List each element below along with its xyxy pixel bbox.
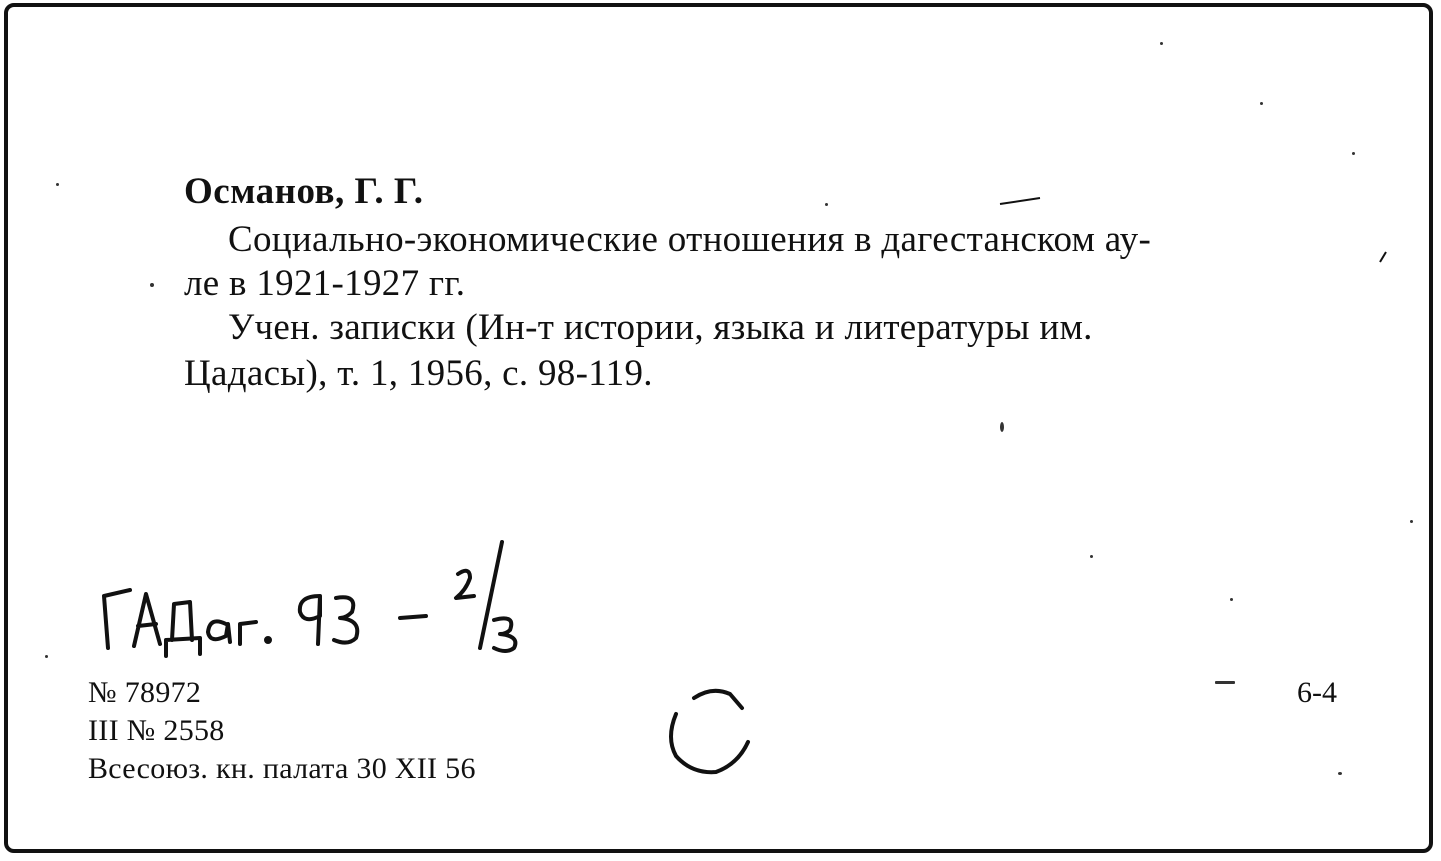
classification-code: 6-4 — [1297, 676, 1337, 709]
card-number: № 78972 — [88, 676, 202, 709]
scan-mark — [1000, 198, 1040, 204]
title-line-1: Социально-экономические отношения в дагестанском ау- — [228, 219, 1152, 260]
series-number: III № 2558 — [88, 714, 225, 747]
author-name: Османов, Г. Г. — [184, 171, 424, 212]
source-line-1: Учен. записки (Ин-т истории, языка и литературы им. — [228, 307, 1093, 348]
source-line-2: Цадасы), т. 1, 1956, с. 98-119. — [184, 353, 653, 394]
scan-mark — [1380, 252, 1386, 262]
title-line-2: ле в 1921-1927 гг. — [184, 263, 466, 304]
book-chamber-imprint: Всесоюз. кн. палата 30 XII 56 — [88, 752, 476, 785]
punched-hole-outline — [671, 691, 748, 772]
handwritten-shelfmark — [104, 542, 515, 656]
